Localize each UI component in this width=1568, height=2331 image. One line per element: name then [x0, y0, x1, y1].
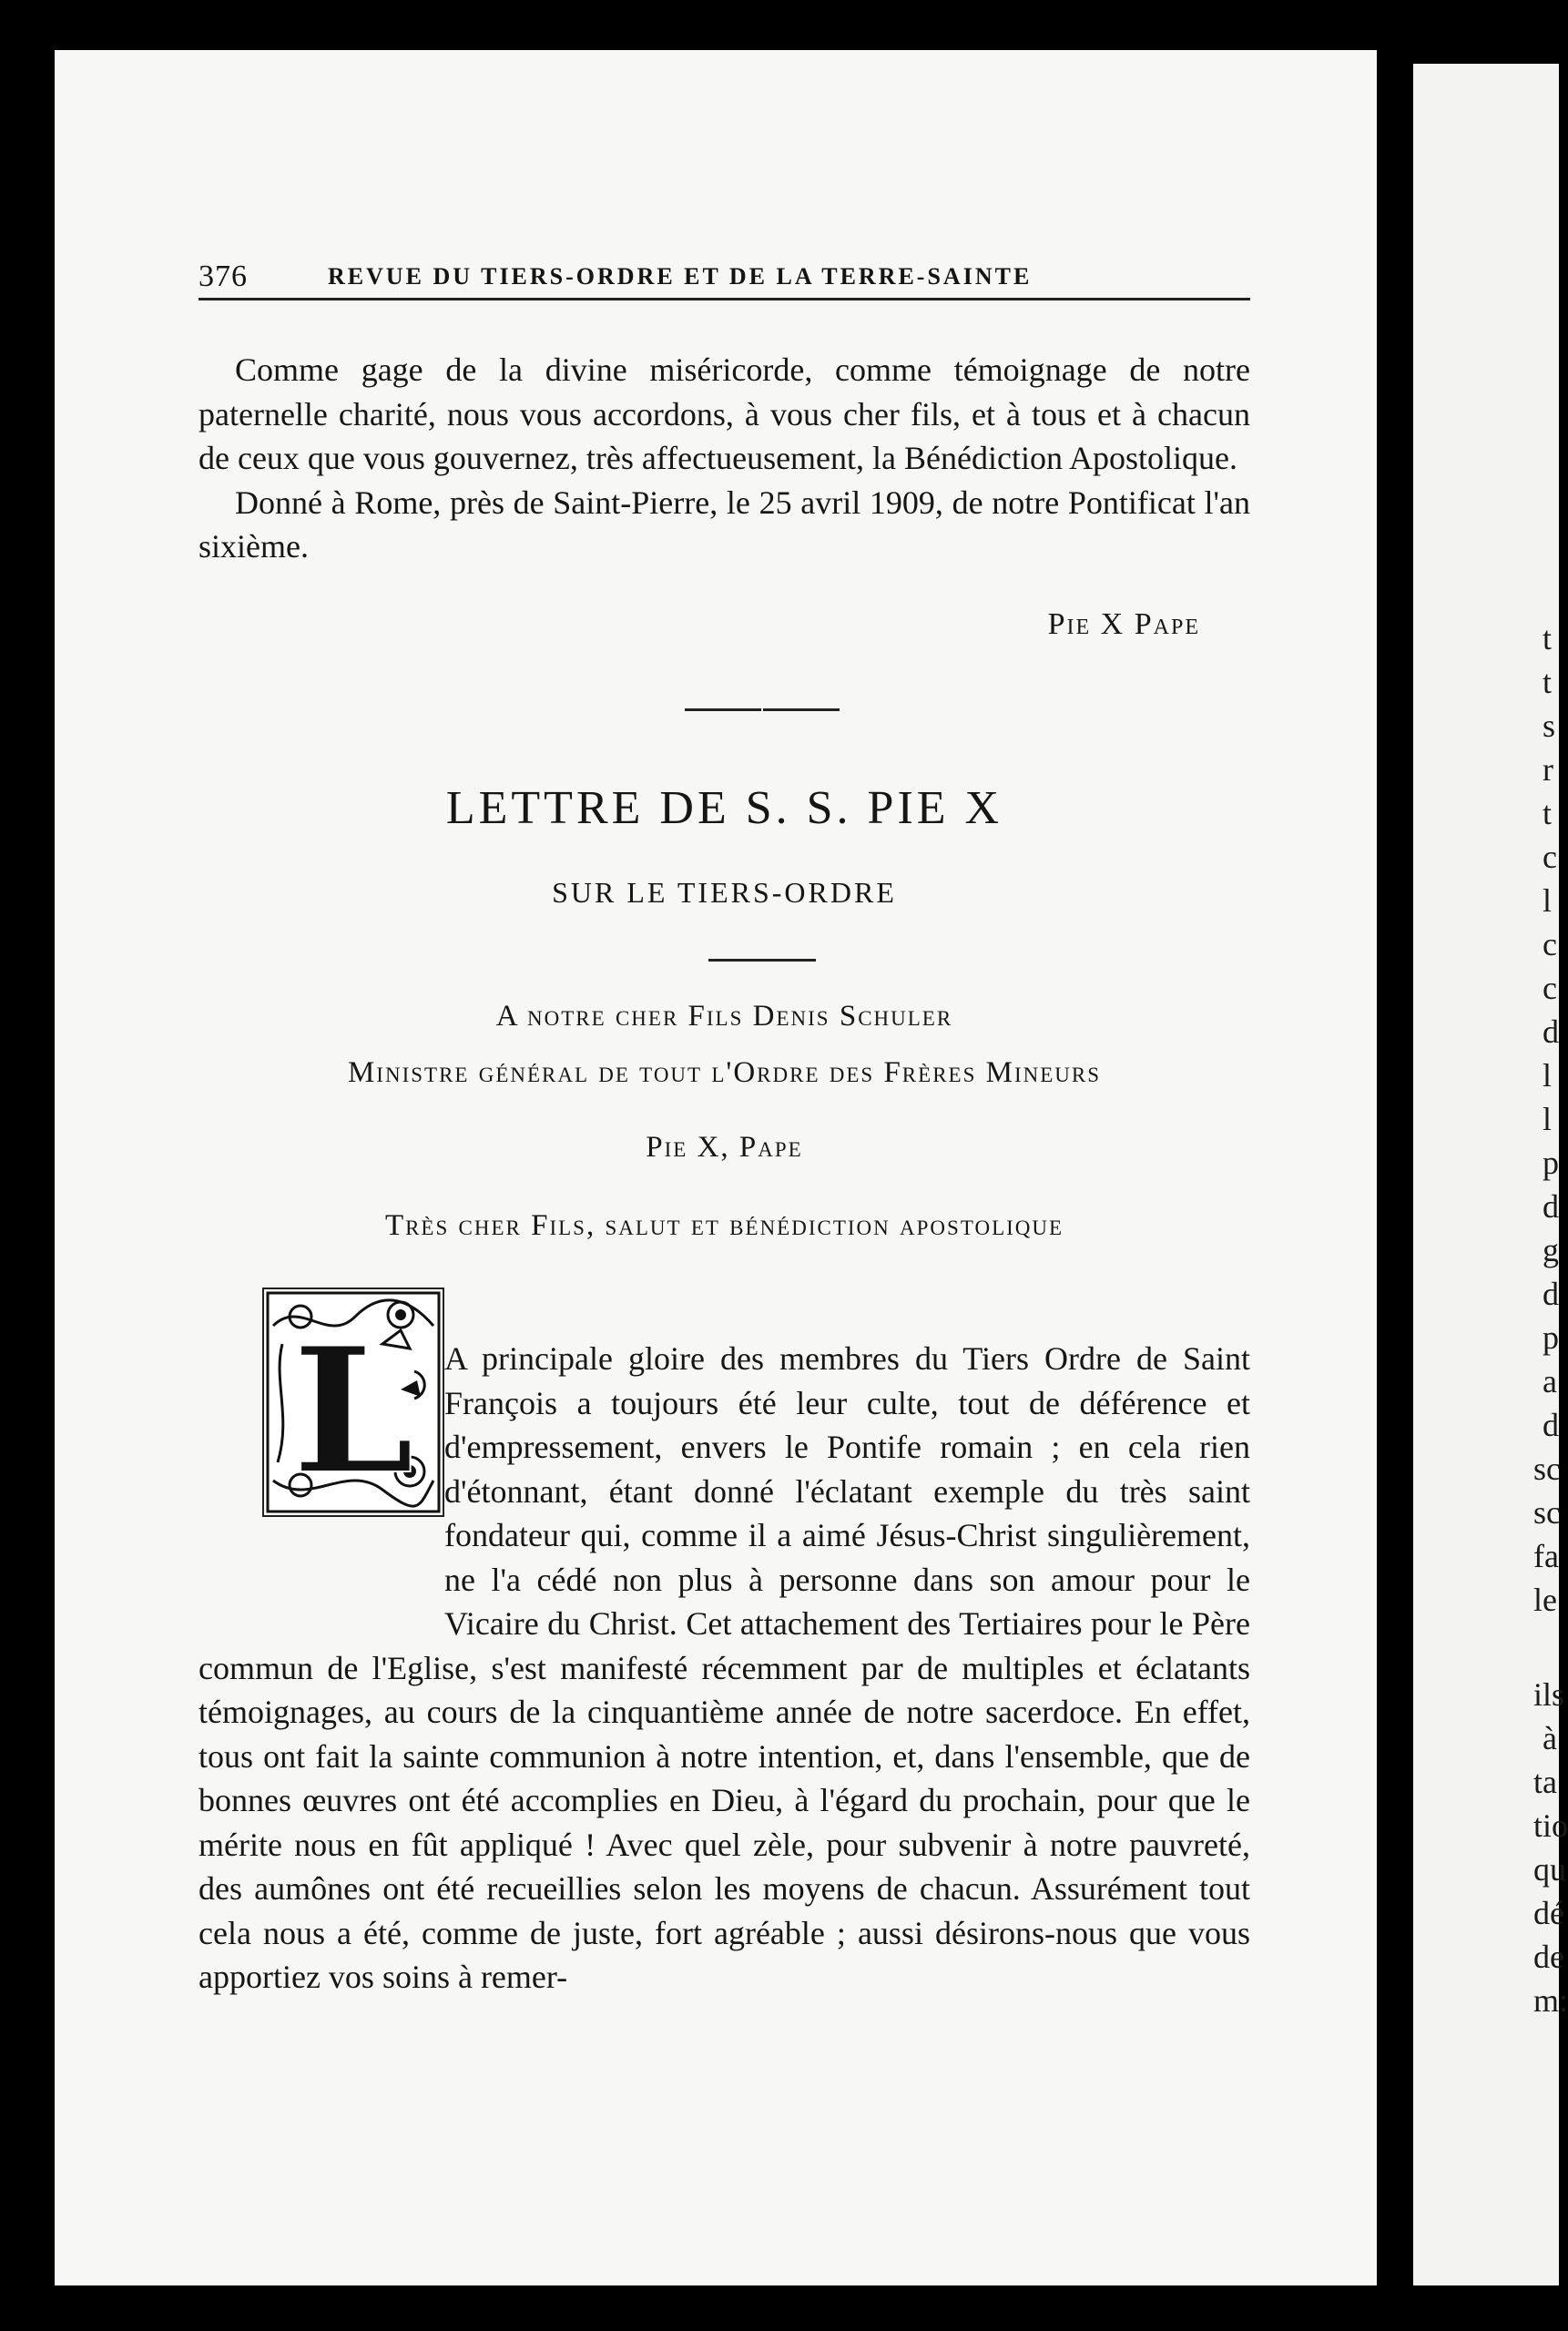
adjacent-page-fragment: l [1543, 882, 1553, 919]
adjacent-page-fragment: g [1543, 1232, 1559, 1268]
drop-cap-letter: L [292, 1309, 414, 1512]
adjacent-page-fragment: l [1543, 1101, 1553, 1137]
letter-body-text: A principale gloire des membres du Tiers Ordre de Saint François a toujours été leur culte, tout de déférence et d'empressement, envers le Pontife romain ; en cela rien d'étonnant, étant donné l'éclatant exemple du très saint fondateur qui, comme il a aimé Jésus-Christ singulièrement, ne l'a cédé non plus à personne dans son amour pour le Vicaire du Christ. Cet attachement des Tertiaires pour le Père commun de l'Eglise, s'est manifesté récemment par de multiples et éclatants témoignages, au cours de la cinquantième année de notre sacerdoce. En effet, tous ont fait la sainte communion à notre intention, et, dans l'ensemble, que de bonnes œuvres ont été accomplies en Dieu, à l'égard du prochain, pour que le mérite nous en fût appliqué ! Avec quel zèle, pour subvenir à notre pauvreté, des aumônes ont été recueillies selon les moyens de chacun. Assurément tout cela nous a été, comme de juste, fort agréable ; aussi désirons-nous que vous apportiez vos soins à remer- [199, 1340, 1250, 1995]
adjacent-page-fragment: à [1543, 1720, 1557, 1756]
adjacent-page-fragment: c [1543, 839, 1557, 875]
adjacent-page-fragment: d [1543, 1188, 1559, 1225]
adjacent-page-fragment: sc [1533, 1494, 1561, 1531]
adjacent-page-fragment: p [1543, 1145, 1559, 1181]
adjacent-page-edge [1413, 64, 1568, 2285]
adjacent-page-fragment: p [1543, 1319, 1559, 1356]
title-rule [708, 959, 816, 962]
adjacent-page-fragment: l [1543, 1057, 1553, 1094]
adjacent-page-fragment: tio [1533, 1807, 1568, 1844]
letter-subtitle: SUR LE TIERS-ORDRE [552, 876, 897, 909]
separator-right [763, 708, 840, 711]
adjacent-page-fragment: c [1543, 970, 1557, 1006]
address-line-1: A notre cher Fils Denis Schuler [495, 1000, 953, 1033]
adjacent-page-fragment: t [1543, 664, 1553, 700]
closing-paragraph-2: Donné à Rome, près de Saint-Pierre, le 25 avril 1909, de notre Pontificat l'an sixième. [199, 484, 1250, 565]
adjacent-page-fragment: c [1543, 926, 1557, 962]
adjacent-page-fragment: fa [1533, 1538, 1559, 1574]
adjacent-page-fragment: le [1533, 1582, 1557, 1618]
closing-text [199, 348, 1250, 569]
sender: Pie X, Pape [646, 1131, 803, 1164]
running-head [199, 260, 1250, 300]
letter-body [199, 1337, 1250, 2000]
salutation: Très cher Fils, salut et bénédiction apostolique [384, 1209, 1064, 1242]
letter-title: LETTRE DE S. S. PIE X [445, 782, 1003, 834]
adjacent-page-fragment: m: [1533, 1982, 1568, 2019]
address-line-2: Ministre général de tout l'Ordre des Frères Mineurs [347, 1056, 1102, 1089]
adjacent-page-fragment: ta [1533, 1764, 1557, 1800]
closing-paragraph-1: Comme gage de la divine miséricorde, comme témoignage de notre paternelle charité, nous vous accordons, à vous cher fils, et à tous et à chacun de ceux que vous gouvernez, très affectueusement, la Bénédiction Apostolique. [199, 351, 1250, 476]
adjacent-page-fragment: s [1543, 707, 1556, 744]
separator-left [685, 708, 761, 711]
page-number: 376 [199, 260, 248, 293]
running-title: REVUE DU TIERS-ORDRE ET DE LA TERRE-SAINTE [328, 263, 1033, 290]
adjacent-page-fragment: d [1543, 1276, 1559, 1312]
adjacent-page-fragment: a [1543, 1363, 1557, 1400]
adjacent-page-fragment: qu [1533, 1851, 1566, 1888]
adjacent-page-fragment: t [1543, 620, 1553, 657]
adjacent-page-fragment: t [1543, 795, 1553, 831]
adjacent-page-fragment: d [1543, 1407, 1559, 1443]
adjacent-page-fragment: sc [1533, 1451, 1561, 1487]
adjacent-page-fragment: r [1543, 751, 1553, 788]
adjacent-page-fragment: dé [1533, 1895, 1564, 1931]
adjacent-page-fragment: de [1533, 1939, 1564, 1975]
adjacent-page-fragment: d [1543, 1013, 1559, 1050]
signature: Pie X Pape [1047, 607, 1200, 641]
adjacent-page-fragment: ils [1533, 1676, 1565, 1713]
